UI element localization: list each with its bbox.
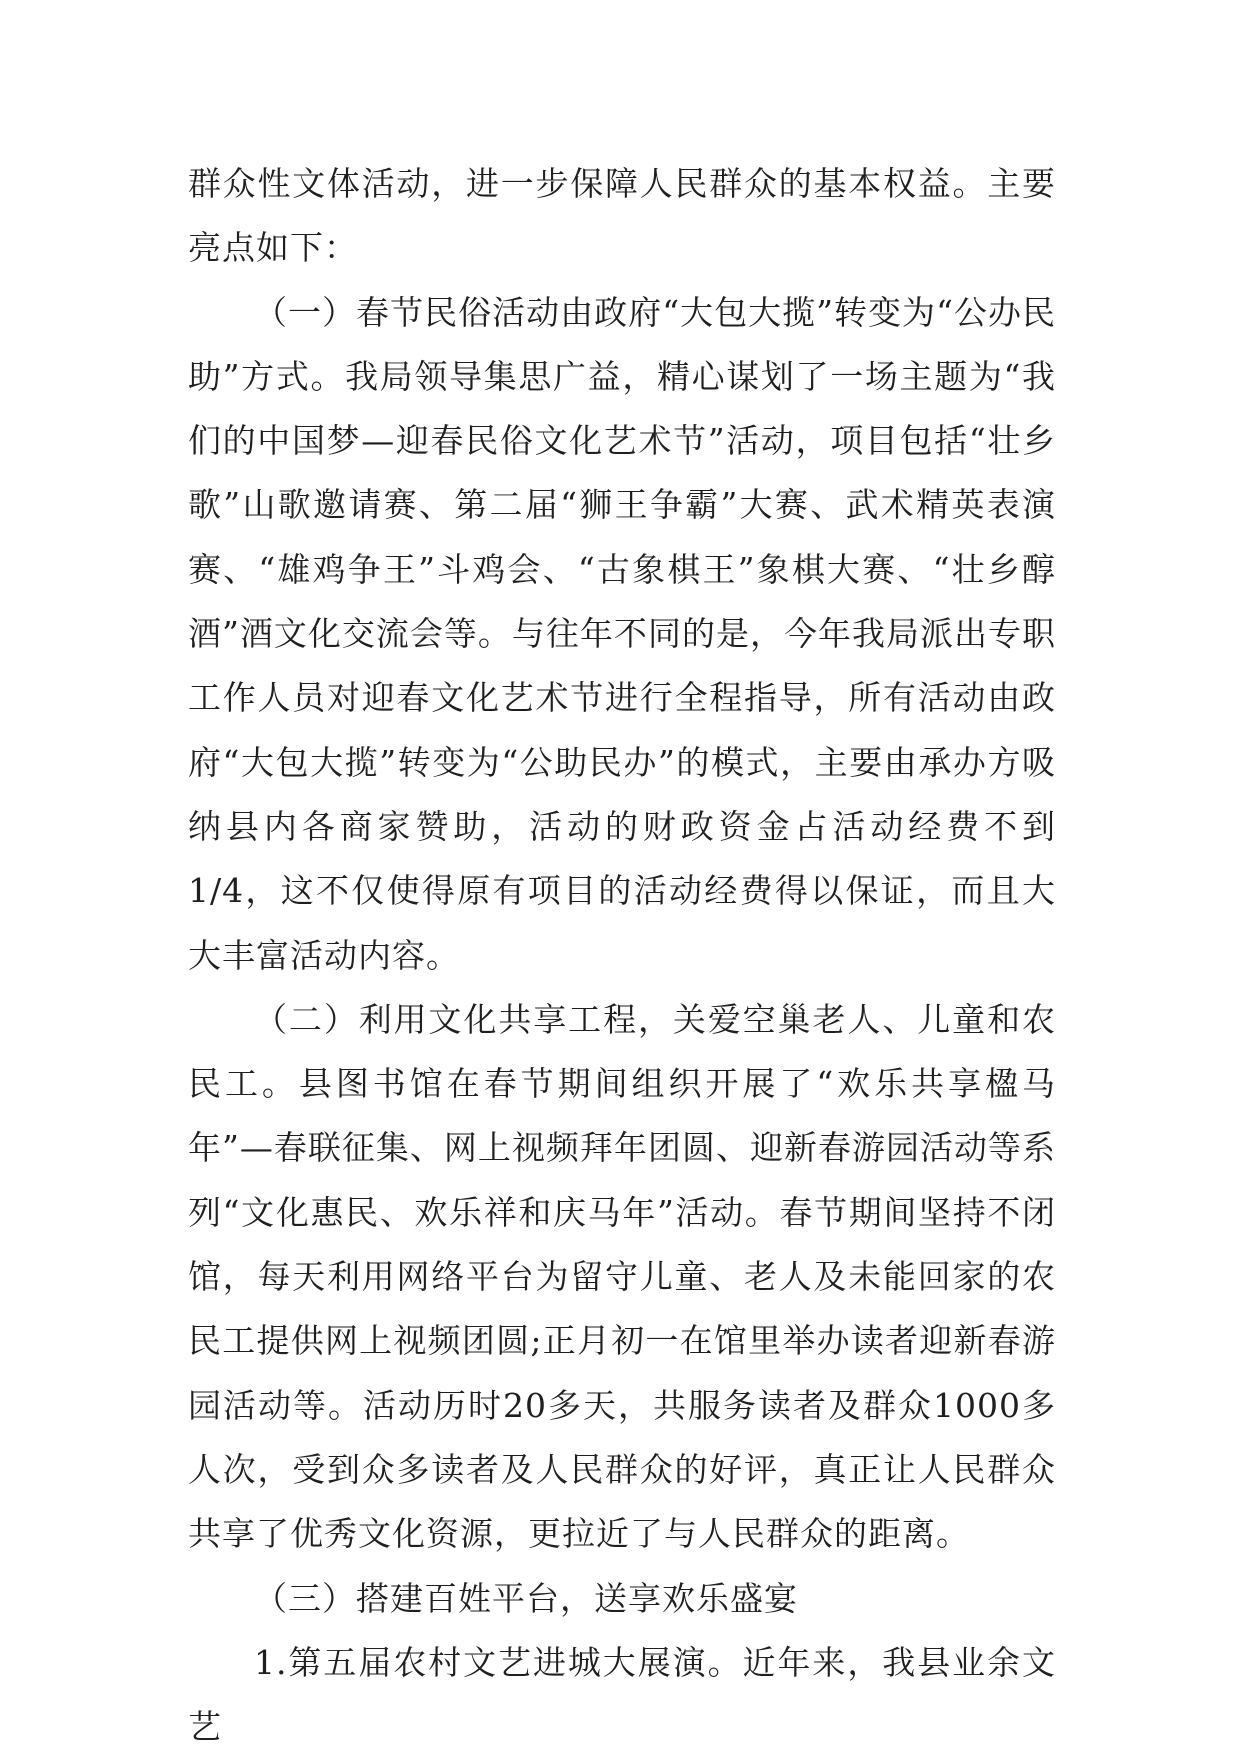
paragraph-section-3-item-1: 1.第五届农村文艺进城大展演。近年来，我县业余文艺 (188, 1642, 1056, 1747)
paragraph-intro: 群众性文体活动，进一步保障人民群众的基本权益。主要亮点如下： (188, 164, 1056, 268)
section-3-heading: （三）搭建百姓平台，送享欢乐盛宴 (254, 1578, 798, 1618)
paragraph-section-2: （二）利用文化共享工程，关爱空巢老人、儿童和农民工。县图书馆在春节期间组织开展了“欢乐共享楹马年”—春联征集、网上视频拜年团圆、迎新春游园活动等系列“文化惠民、欢乐祥和庆马年”活动。春节期间坚持不闭馆，每天利用网络平台为留守儿童、老人及未能回家的农民工提供网上视频团圆;正月初一在馆里举办读者迎新春游园活动等。活动历时20多天，共服务读者及群众1000多人次，受到众多读者及人民群众的好评，真正让人民群众共享了优秀文化资源，更拉近了与人民群众的距离。 (188, 999, 1056, 1554)
document-body (188, 152, 1056, 1759)
paragraph-section-1: （一）春节民俗活动由政府“大包大揽”转变为“公办民助”方式。我局领导集思广益，精心谋划了一场主题为“我们的中国梦—迎春民俗文化艺术节”活动，项目包括“壮乡歌”山歌邀请赛、第二届“狮王争霸”大赛、武术精英表演赛、“雄鸡争王”斗鸡会、“古象棋王”象棋大赛、“壮乡醇酒”酒文化交流会等。与往年不同的是，今年我局派出专职工作人员对迎春文化艺术节进行全程指导，所有活动由政府“大包大揽”转变为“公助民办”的模式，主要由承办方吸纳县内各商家赞助，活动的财政资金占活动经费不到1/4，这不仅使得原有项目的活动经费得以保证，而且大大丰富活动内容。 (188, 292, 1056, 975)
